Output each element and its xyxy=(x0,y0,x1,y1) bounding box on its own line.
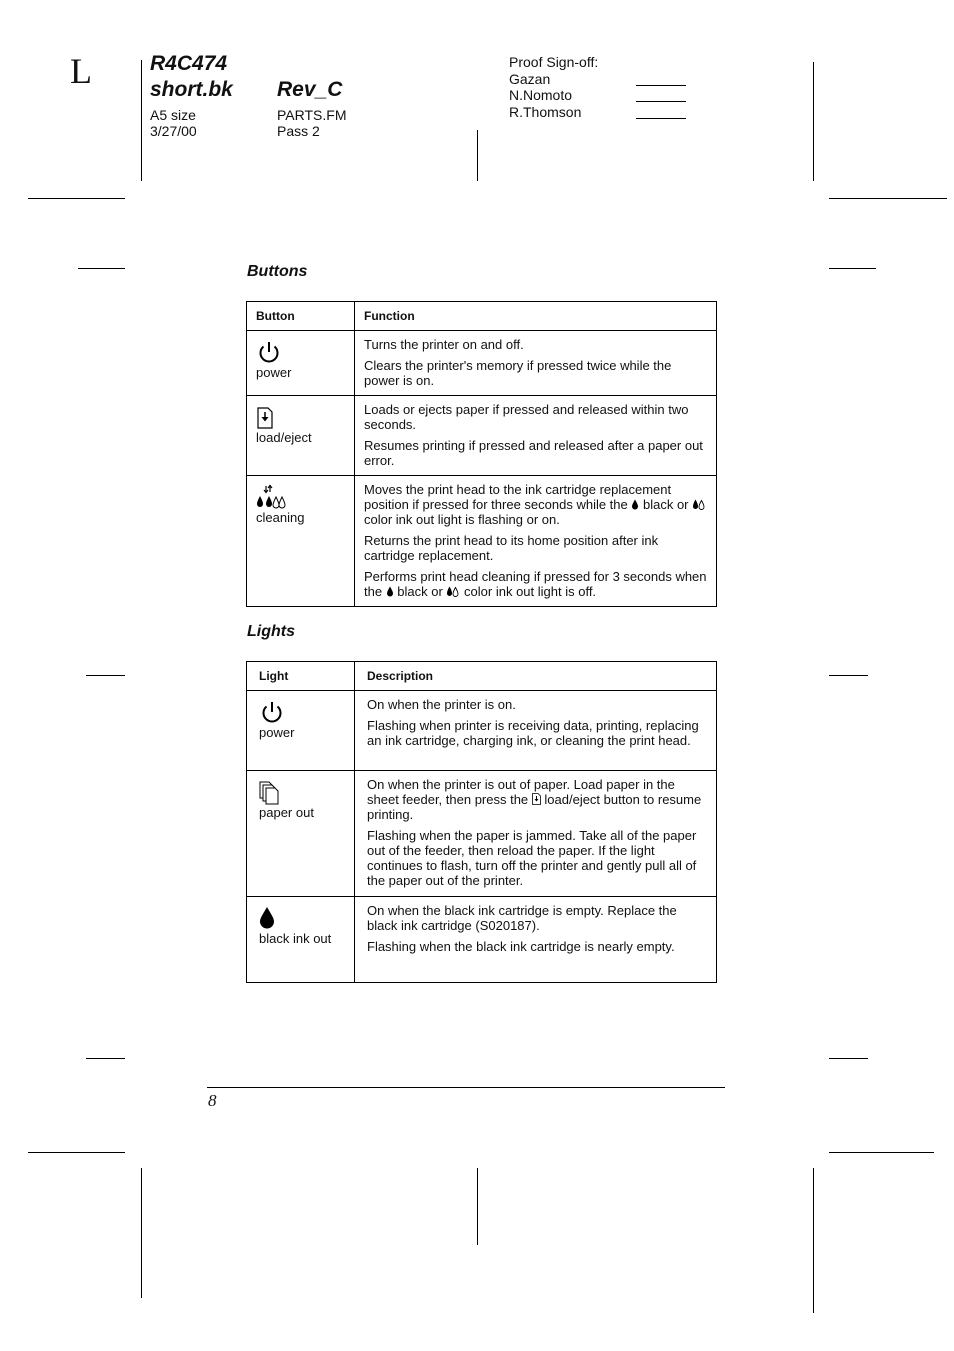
corner-letter: L xyxy=(70,51,92,91)
crop-mark xyxy=(829,268,876,269)
book-name: short.bk xyxy=(150,78,233,101)
description-text: On when the black ink cartridge is empty. Replace the black ink cartridge (S020187). xyxy=(367,903,677,933)
color-ink-icon xyxy=(692,499,706,510)
revision: Rev_C xyxy=(277,78,343,101)
black-ink-icon xyxy=(386,586,394,597)
function-text: Returns the print head to its home position after ink cartridge replacement. xyxy=(364,533,659,563)
section-title-buttons: Buttons xyxy=(247,263,308,280)
table-row xyxy=(247,396,717,476)
column-header: Button xyxy=(247,302,355,331)
function-cell xyxy=(355,476,717,607)
table-header-row xyxy=(247,302,717,331)
light-label: paper out xyxy=(259,805,314,820)
crop-mark xyxy=(78,268,125,269)
button-cell xyxy=(247,396,355,476)
signer-name: R.Thomson xyxy=(509,104,582,120)
footer-rule xyxy=(207,1087,725,1088)
function-cell xyxy=(355,396,717,476)
button-cell xyxy=(247,331,355,396)
buttons-table xyxy=(246,301,717,607)
button-label: cleaning xyxy=(256,510,305,525)
crop-mark xyxy=(28,198,125,199)
table-row xyxy=(247,476,717,607)
button-cell xyxy=(247,476,355,607)
function-cell xyxy=(355,331,717,396)
light-label: power xyxy=(259,725,295,740)
cleaning-icon xyxy=(256,484,290,510)
signer-name: N.Nomoto xyxy=(509,87,573,103)
pass-label: Pass 2 xyxy=(277,123,320,139)
section-title-lights: Lights xyxy=(247,623,295,640)
page-size: A5 size xyxy=(150,107,196,123)
crop-mark xyxy=(86,1058,125,1059)
crop-mark xyxy=(28,1152,125,1153)
lights-table xyxy=(246,661,717,983)
signer-name: Gazan xyxy=(509,71,551,87)
button-label: power xyxy=(256,365,292,380)
color-ink-icon xyxy=(446,586,460,597)
description-cell xyxy=(355,897,717,983)
ink-drop-icon xyxy=(259,905,285,931)
description-cell xyxy=(355,691,717,771)
description-text: On when the printer is on. xyxy=(367,697,516,712)
doc-code: R4C474 xyxy=(150,52,228,75)
signature-line xyxy=(636,118,686,119)
table-row xyxy=(247,771,717,897)
crop-mark xyxy=(813,1168,814,1313)
proof-label: Proof Sign-off: xyxy=(509,54,599,70)
function-text: Resumes printing if pressed and released after a paper out error. xyxy=(364,438,703,468)
table-row xyxy=(247,897,717,983)
crop-mark xyxy=(829,1058,868,1059)
light-cell xyxy=(247,771,355,897)
crop-mark xyxy=(829,198,947,199)
signature-line xyxy=(636,85,686,86)
crop-mark xyxy=(141,60,142,181)
description-text: On when the printer is out of paper. Load paper in the sheet feeder, then press the load/eject button to resume printing. xyxy=(367,777,702,822)
crop-mark xyxy=(813,62,814,181)
column-header: Description xyxy=(355,662,717,691)
file-name: PARTS.FM xyxy=(277,107,347,123)
button-label: load/eject xyxy=(256,430,312,445)
power-icon xyxy=(256,339,282,365)
doc-date: 3/27/00 xyxy=(150,123,197,139)
paper-out-icon xyxy=(259,779,285,805)
light-cell xyxy=(247,691,355,771)
load-eject-icon xyxy=(532,793,541,805)
description-text: Flashing when printer is receiving data, printing, replacing an ink cartridge, charging ink, or cleaning the print head. xyxy=(367,718,699,748)
column-header: Function xyxy=(355,302,717,331)
function-text: Moves the print head to the ink cartridge replacement position if pressed for three seconds while the black or color ink out light is flashing or on. xyxy=(364,482,707,527)
table-header-row xyxy=(247,662,717,691)
signature-line xyxy=(636,101,686,102)
load-eject-icon xyxy=(256,404,282,430)
light-label: black ink out xyxy=(259,931,332,946)
table-row xyxy=(247,331,717,396)
table-row xyxy=(247,691,717,771)
light-cell xyxy=(247,897,355,983)
crop-mark xyxy=(477,1168,478,1245)
description-text: Flashing when the paper is jammed. Take all of the paper out of the feeder, then reload the paper. If the light continues to flash, turn off the printer and gently pull all of the paper out of the printer. xyxy=(367,828,697,888)
function-text: Performs print head cleaning if pressed for 3 seconds when the black or color ink out light is off. xyxy=(364,569,707,599)
crop-mark xyxy=(829,1152,934,1153)
page-number: 8 xyxy=(208,1091,217,1110)
function-text: Clears the printer's memory if pressed twice while the power is on. xyxy=(364,358,672,388)
function-text: Turns the printer on and off. xyxy=(364,337,524,352)
crop-mark xyxy=(477,130,478,181)
crop-mark xyxy=(829,675,868,676)
power-icon xyxy=(259,699,285,725)
crop-mark xyxy=(141,1168,142,1298)
description-cell xyxy=(355,771,717,897)
function-text: Loads or ejects paper if pressed and released within two seconds. xyxy=(364,402,689,432)
column-header: Light xyxy=(247,662,355,691)
crop-mark xyxy=(86,675,125,676)
description-text: Flashing when the black ink cartridge is nearly empty. xyxy=(367,939,675,954)
